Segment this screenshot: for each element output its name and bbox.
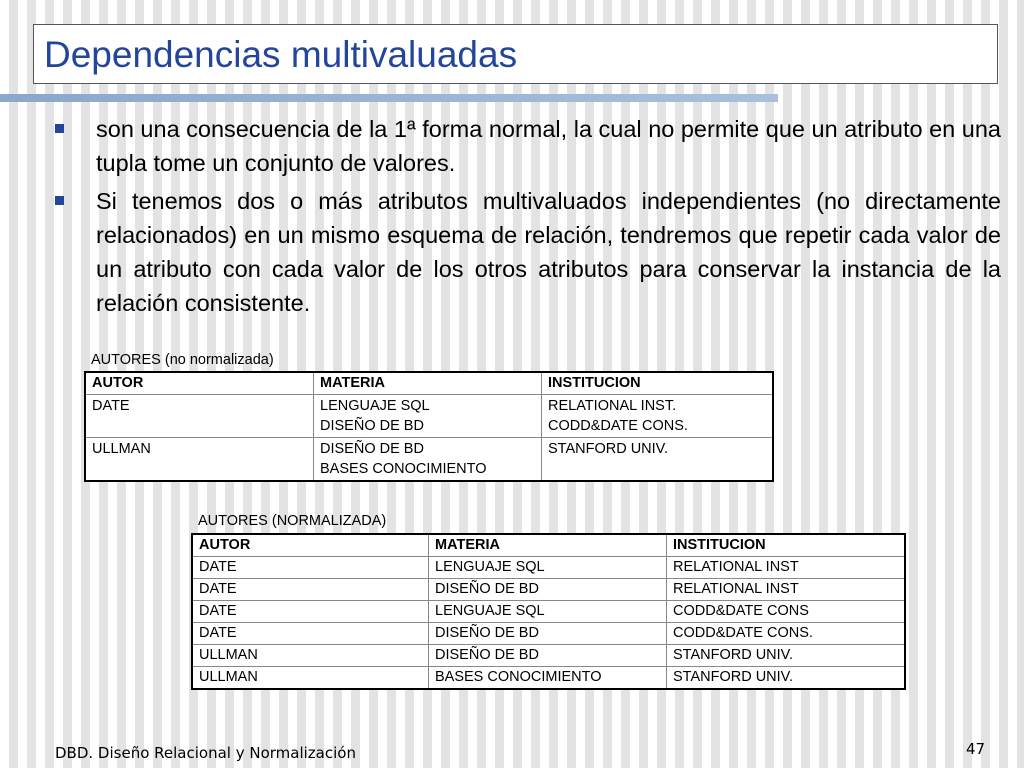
table-cell: LENGUAJE SQL: [429, 557, 667, 579]
table-row: [85, 395, 773, 438]
table-row: [192, 623, 905, 645]
table-header-row: [192, 534, 905, 557]
column-header-autor: AUTOR: [85, 372, 314, 395]
table1-caption: AUTORES (no normalizada): [91, 352, 274, 368]
table-cell: RELATIONAL INST: [667, 557, 906, 579]
column-header-materia: MATERIA: [314, 372, 542, 395]
table-cell: STANFORD UNIV.: [667, 645, 906, 667]
square-bullet-icon: [55, 196, 64, 205]
cell-line: LENGUAJE SQL: [320, 398, 430, 414]
table-cell: [542, 438, 774, 482]
table-cell: DISEÑO DE BD: [429, 623, 667, 645]
bullet-item: [55, 184, 1001, 320]
column-header-materia: MATERIA: [429, 534, 667, 557]
table-cell: [314, 395, 542, 438]
cell-line: CODD&DATE CONS.: [548, 418, 688, 434]
table-cell: DATE: [192, 601, 429, 623]
page-number: 47: [966, 740, 986, 758]
cell-line: STANFORD UNIV.: [548, 441, 669, 457]
table-unnormalized: [84, 371, 774, 482]
table-cell: DATE: [192, 579, 429, 601]
table-cell: ULLMAN: [192, 645, 429, 667]
table-cell: DISEÑO DE BD: [429, 579, 667, 601]
table-row: [192, 601, 905, 623]
table-cell: DATE: [192, 623, 429, 645]
cell-line: DISEÑO DE BD: [320, 418, 424, 434]
table-row: [85, 438, 773, 482]
cell-line: ULLMAN: [92, 441, 151, 457]
cell-line: RELATIONAL INST.: [548, 398, 677, 414]
square-bullet-icon: [55, 124, 64, 133]
table-row: [192, 667, 905, 690]
cell-line: BASES CONOCIMIENTO: [320, 461, 487, 477]
cell-line: DATE: [92, 398, 130, 414]
bullet-list: [55, 112, 1001, 324]
column-header-autor: AUTOR: [192, 534, 429, 557]
cell-line: DISEÑO DE BD: [320, 441, 424, 457]
column-header-institucion: INSTITUCION: [542, 372, 774, 395]
table-cell: RELATIONAL INST: [667, 579, 906, 601]
table2-caption: AUTORES (NORMALIZADA): [198, 513, 387, 529]
table-cell: LENGUAJE SQL: [429, 601, 667, 623]
column-header-institucion: INSTITUCION: [667, 534, 906, 557]
bullet-item: [55, 112, 1001, 180]
table-header-row: [85, 372, 773, 395]
bullet-text: Si tenemos dos o más atributos multivaluados independientes (no directamente relacionados) en un mismo esquema de relación, tendremos que repetir cada valor de un atributo con cada valor de los otros atributos para conservar la instancia de la relación consistente.: [96, 188, 1001, 316]
table-cell: DISEÑO DE BD: [429, 645, 667, 667]
table-cell: DATE: [192, 557, 429, 579]
title-underline-bar: [0, 94, 778, 102]
table-cell: [314, 438, 542, 482]
table-cell: [542, 395, 774, 438]
table-cell: STANFORD UNIV.: [667, 667, 906, 690]
table-row: [192, 557, 905, 579]
footer-text: DBD. Diseño Relacional y Normalización: [55, 744, 356, 762]
title-box: [33, 24, 998, 84]
table-cell: CODD&DATE CONS.: [667, 623, 906, 645]
table-row: [192, 645, 905, 667]
table-cell: CODD&DATE CONS: [667, 601, 906, 623]
table-normalized: [191, 533, 906, 690]
table-row: [192, 579, 905, 601]
table-cell: [85, 438, 314, 482]
table-cell: [85, 395, 314, 438]
bullet-text: son una consecuencia de la 1ª forma normal, la cual no permite que un atributo en una tupla tome un conjunto de valores.: [96, 116, 1001, 176]
table-cell: ULLMAN: [192, 667, 429, 690]
table-cell: BASES CONOCIMIENTO: [429, 667, 667, 690]
slide-title: Dependencias multivaluadas: [44, 34, 518, 75]
